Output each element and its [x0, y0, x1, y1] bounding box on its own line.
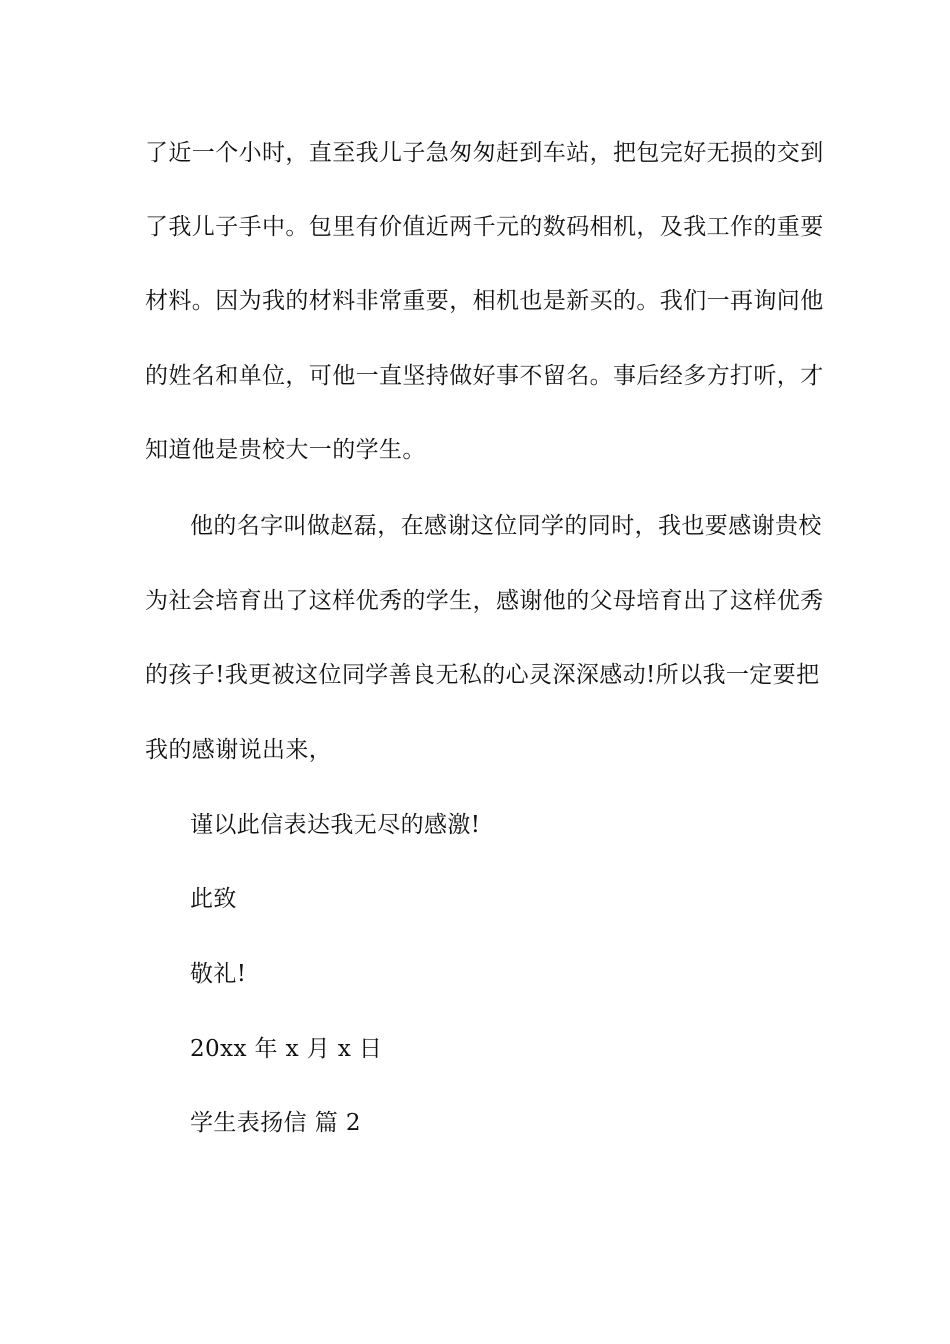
paragraph-line: 材料。因为我的材料非常重要，相机也是新买的。我们一再询问他 [145, 288, 824, 314]
paragraph-line: 他的名字叫做赵磊，在感谢这位同学的同时，我也要感谢贵校 [190, 513, 822, 539]
section-title: 学生表扬信 篇 2 [190, 1110, 361, 1136]
closing-salutation: 此致 [190, 886, 237, 912]
paragraph-line: 了我儿子手中。包里有价值近两千元的数码相机，及我工作的重要 [145, 214, 824, 240]
paragraph-line: 知道他是贵校大一的学生。 [145, 437, 426, 463]
letter-date: 20xx 年 x 月 x 日 [190, 1036, 383, 1062]
paragraph-line: 为社会培育出了这样优秀的学生，感谢他的父母培育出了这样优秀 [145, 588, 824, 614]
closing-thanks: 谨以此信表达我无尽的感激! [190, 812, 481, 838]
paragraph-line: 的姓名和单位，可他一直坚持做好事不留名。事后经多方打听，才 [145, 363, 824, 389]
paragraph-line: 的孩子!我更被这位同学善良无私的心灵深深感动!所以我一定要把 [145, 662, 820, 688]
closing-respect: 敬礼! [190, 961, 247, 987]
paragraph-line: 了近一个小时，直至我儿子急匆匆赶到车站，把包完好无损的交到 [145, 140, 824, 166]
paragraph-line: 我的感谢说出来， [145, 737, 333, 763]
